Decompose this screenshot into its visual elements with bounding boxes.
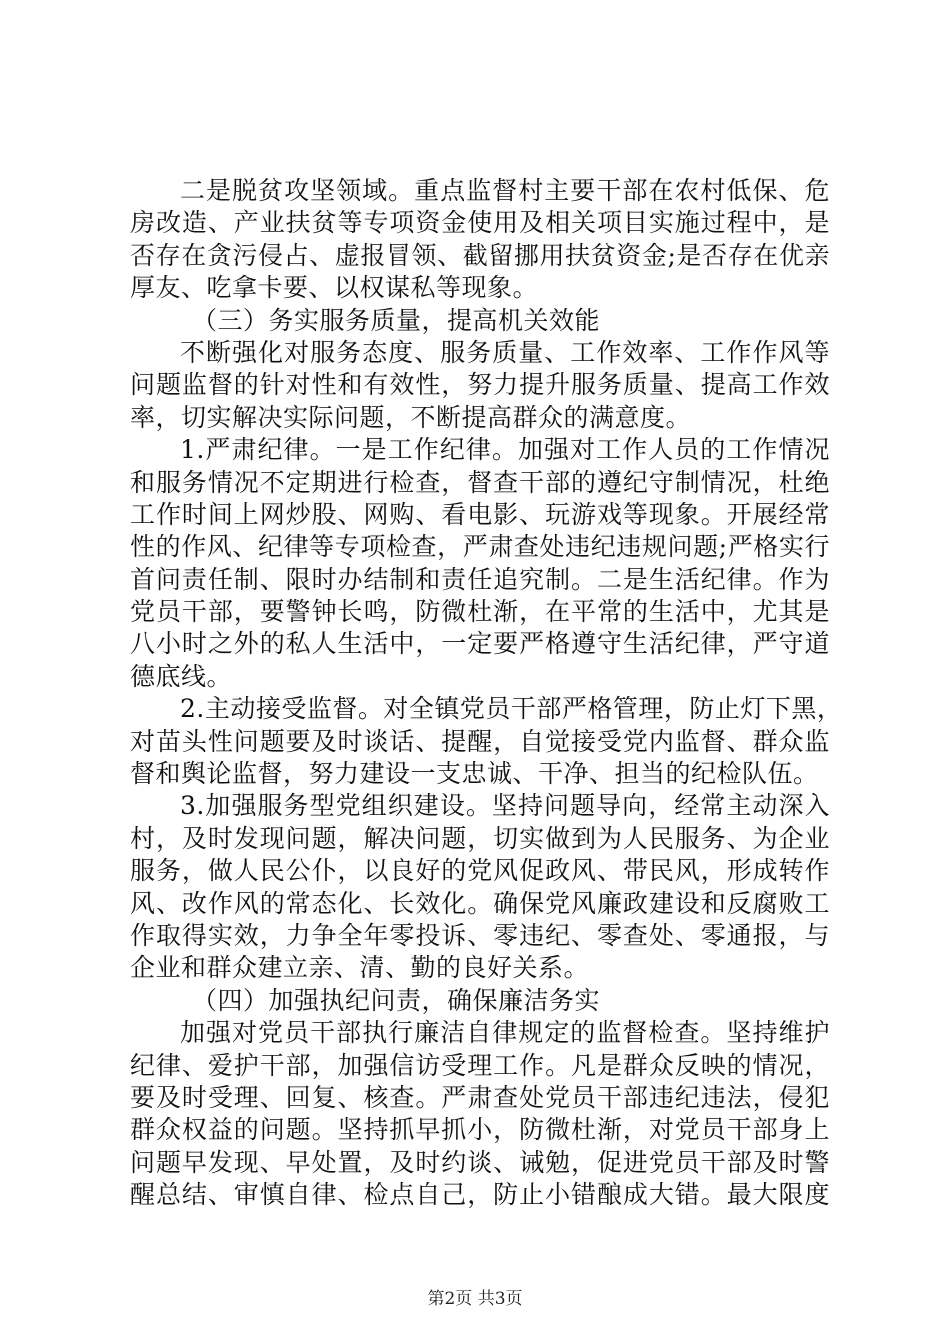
paragraph-line: 和服务情况不定期进行检查，督查干部的遵纪守制情况，杜绝 (130, 467, 830, 497)
paragraph-line: 2.主动接受监督。对全镇党员干部严格管理，防止灯下黑， (180, 694, 843, 724)
paragraph-line: 纪律、爱护干部，加强信访受理工作。凡是群众反映的情况， (130, 1050, 830, 1080)
paragraph-line: 企业和群众建立亲、清、勤的良好关系。 (130, 953, 590, 983)
paragraph-line: 问题早发现、早处置，及时约谈、诫勉，促进党员干部及时警 (130, 1147, 830, 1177)
paragraph-line: 作取得实效，力争全年零投诉、零违纪、零查处、零通报，与 (130, 920, 830, 950)
paragraph-line: 要及时受理、回复、核查。严肃查处党员干部违纪违法，侵犯 (130, 1082, 830, 1112)
paragraph-line: 村，及时发现问题，解决问题，切实做到为人民服务、为企业 (130, 823, 830, 853)
page-number: 第2页 共3页 (427, 1289, 523, 1309)
paragraph-line: 督和舆论监督，努力建设一支忠诚、干净、担当的纪检队伍。 (130, 759, 819, 789)
paragraph-line: 服务，做人民公仆，以良好的党风促政风、带民风，形成转作 (130, 856, 830, 886)
page-footer (0, 1284, 950, 1309)
paragraph-line: 德底线。 (130, 661, 233, 691)
paragraph-line: 醒总结、审慎自律、检点自己，防止小错酿成大错。最大限度 (130, 1180, 830, 1210)
paragraph-line: 性的作风、纪律等专项检查，严肃查处违纪违规问题;严格实行 (130, 532, 830, 562)
paragraph-line: 3.加强服务型党组织建设。坚持问题导向，经常主动深入 (180, 791, 830, 821)
paragraph-line: 八小时之外的私人生活中，一定要严格遵守生活纪律，严守道 (130, 629, 830, 659)
paragraph-line: 问题监督的针对性和有效性，努力提升服务质量、提高工作效 (130, 370, 830, 400)
paragraph-line: 加强对党员干部执行廉洁自律规定的监督检查。坚持维护 (180, 1018, 830, 1048)
paragraph-line: 房改造、产业扶贫等专项资金使用及相关项目实施过程中，是 (130, 208, 830, 238)
paragraph-line: 否存在贪污侵占、虚报冒领、截留挪用扶贫资金;是否存在优亲 (130, 240, 830, 270)
paragraph-line: 率，切实解决实际问题，不断提高群众的满意度。 (130, 402, 692, 432)
paragraph-line: 1.严肃纪律。一是工作纪律。加强对工作人员的工作情况 (180, 435, 830, 465)
paragraph-line: 厚友、吃拿卡要、以权谋私等现象。 (130, 273, 539, 303)
paragraph-line: 风、改作风的常态化、长效化。确保党风廉政建设和反腐败工 (130, 888, 830, 918)
paragraph-line: 不断强化对服务态度、服务质量、工作效率、工作作风等 (180, 337, 830, 367)
paragraph-line: 首问责任制、限时办结制和责任追究制。二是生活纪律。作为 (130, 564, 830, 594)
paragraph-line: 二是脱贫攻坚领域。重点监督村主要干部在农村低保、危 (180, 176, 830, 205)
document-body (130, 175, 843, 1212)
paragraph-line: 工作时间上网炒股、网购、看电影、玩游戏等现象。开展经常 (130, 499, 830, 529)
section-heading: （三）务实服务质量，提高机关效能 (192, 305, 601, 335)
paragraph-line: 对苗头性问题要及时谈话、提醒，自觉接受党内监督、群众监 (130, 726, 830, 756)
paragraph-line: 群众权益的问题。坚持抓早抓小，防微杜渐，对党员干部身上 (130, 1115, 830, 1145)
section-heading: （四）加强执纪问责，确保廉洁务实 (192, 985, 601, 1015)
paragraph-line: 党员干部，要警钟长鸣，防微杜渐，在平常的生活中，尤其是 (130, 597, 830, 627)
